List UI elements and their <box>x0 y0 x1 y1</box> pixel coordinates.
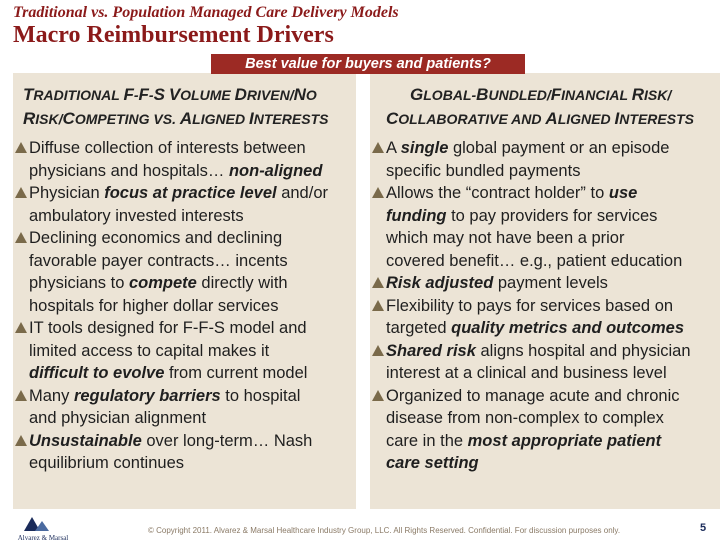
triangle-bullet-icon <box>15 322 27 333</box>
bullet-line <box>29 182 355 205</box>
bullet-line <box>386 160 720 183</box>
bullet-item <box>15 430 355 475</box>
bullet-text: Diffuse collection of interests between <box>29 139 306 157</box>
bullet-line <box>386 407 720 430</box>
triangle-bullet-icon <box>15 435 27 446</box>
bullet-line <box>29 407 355 430</box>
emphasis-text: Risk adjusted <box>386 274 494 292</box>
right-heading-line-1: GLOBAL-BUNDLED/FINANCIAL RISK/ <box>410 85 672 104</box>
bullet-item <box>15 137 355 182</box>
triangle-bullet-icon <box>372 142 384 153</box>
company-logo <box>10 515 76 543</box>
bullet-line <box>386 137 720 160</box>
emphasis-text: Shared risk <box>386 341 476 360</box>
bullet-text: limited access to capital makes it <box>29 341 270 360</box>
emphasis-text: compete <box>128 274 197 292</box>
bullet-text: Allows the “contract holder” to <box>386 184 609 202</box>
bullet-text: care in the <box>386 431 468 450</box>
bullet-text: equilibrium continues <box>29 454 185 472</box>
right-panel <box>370 73 720 509</box>
emphasis-text: difficult to evolve <box>29 364 165 382</box>
bullet-line <box>386 272 720 295</box>
emphasis-text: quality metrics and outcomes <box>451 319 685 337</box>
triangle-bullet-icon <box>15 390 27 401</box>
bullet-line <box>386 340 720 363</box>
bullet-line <box>386 295 720 318</box>
slide-title: Macro Reimbursement Drivers <box>13 22 334 48</box>
bullet-text: IT tools designed for F-F-S model and <box>29 319 307 337</box>
bullet-line <box>29 295 355 318</box>
bullet-line <box>29 160 355 183</box>
bullet-line <box>29 340 355 363</box>
right-heading-line-2: COLLABORATIVE AND ALIGNED INTERESTS <box>386 109 695 128</box>
bullet-line <box>386 205 720 228</box>
bullet-text: over long-term… Nash <box>141 431 313 450</box>
bullet-item <box>15 182 355 227</box>
bullet-text: specific bundled payments <box>386 161 581 180</box>
bullet-text: which may not have been a prior <box>386 229 625 247</box>
triangle-bullet-icon <box>372 345 384 356</box>
triangle-bullet-icon <box>372 277 384 288</box>
bullet-text: interest at a clinical and business level <box>386 364 667 382</box>
bullet-text: to hospital <box>220 386 301 405</box>
emphasis-text: most appropriate patient <box>467 431 662 450</box>
emphasis-text: Unsustainable <box>29 431 142 450</box>
slide-header <box>0 0 728 56</box>
bullet-item <box>372 295 720 340</box>
right-column-heading <box>386 83 716 131</box>
bullet-text: physicians to <box>29 274 129 292</box>
bullet-text: ambulatory invested interests <box>29 206 244 225</box>
bullet-item <box>15 227 355 317</box>
bullet-text: targeted <box>386 319 452 337</box>
bullet-line <box>386 182 720 205</box>
bullet-line <box>386 452 720 475</box>
bullet-text: Declining economics and declining <box>29 229 283 247</box>
bullet-text: hospitals for higher dollar services <box>29 296 279 315</box>
bullet-line <box>386 227 720 250</box>
bullet-line <box>386 317 720 340</box>
bullet-text: global payment or an episode <box>448 139 670 157</box>
bullet-text: Physician <box>29 184 105 202</box>
emphasis-text: use <box>608 184 638 202</box>
bullet-text: aligns hospital and physician <box>475 341 691 360</box>
left-heading-line-1: TRADITIONAL F-F-S VOLUME DRIVEN/NO <box>23 85 317 104</box>
triangle-bullet-icon <box>15 142 27 153</box>
logo-wordmark: Alvarez & Marsal <box>17 534 69 542</box>
bullet-item <box>15 317 355 385</box>
bullet-line <box>29 227 355 250</box>
bullet-item <box>372 272 720 295</box>
left-heading-line-2: RISK/COMPETING VS. ALIGNED INTERESTS <box>23 109 329 128</box>
bullet-line <box>29 272 355 295</box>
emphasis-text: regulatory barriers <box>73 386 221 405</box>
bullet-line <box>29 452 355 475</box>
bullet-text: and physician alignment <box>29 409 207 427</box>
banner-question: Best value for buyers and patients? <box>211 54 525 74</box>
left-bullet-list <box>15 137 355 475</box>
bullet-line <box>386 362 720 385</box>
bullet-text: favorable payer contracts… incents <box>29 251 288 270</box>
bullet-line <box>386 385 720 408</box>
bullet-text: covered benefit… e.g., patient education <box>386 251 683 270</box>
bullet-text: Organized to manage acute and chronic <box>386 386 680 405</box>
bullet-text: physicians and hospitals… <box>29 161 229 180</box>
bullet-item <box>15 385 355 430</box>
slide-footer <box>0 509 728 546</box>
bullet-line <box>29 250 355 273</box>
emphasis-text: single <box>400 139 449 157</box>
bullet-text: disease from non-complex to complex <box>386 409 664 427</box>
right-bullet-list <box>372 137 720 475</box>
bullet-text: and/or <box>276 184 328 202</box>
bullet-text: payment levels <box>493 274 608 292</box>
column-divider <box>356 73 370 509</box>
bullet-text: directly with <box>196 274 288 292</box>
emphasis-text: care setting <box>386 454 479 472</box>
left-column-heading <box>23 83 353 131</box>
bullet-item <box>372 137 720 182</box>
bullet-text: to pay providers for services <box>446 206 658 225</box>
emphasis-text: non-aligned <box>228 161 323 180</box>
emphasis-text: funding <box>386 206 447 225</box>
bullet-line <box>29 317 355 340</box>
bullet-item <box>372 340 720 385</box>
bullet-line <box>386 430 720 453</box>
left-panel <box>13 73 356 509</box>
bullet-item <box>372 182 720 272</box>
triangle-bullet-icon <box>15 187 27 198</box>
bullet-item <box>372 385 720 475</box>
bullet-line <box>386 250 720 273</box>
bullet-text: from current model <box>164 364 308 382</box>
emphasis-text: focus at practice level <box>104 184 277 202</box>
triangle-bullet-icon <box>372 300 384 311</box>
bullet-line <box>29 362 355 385</box>
bullet-line <box>29 137 355 160</box>
triangle-bullet-icon <box>372 390 384 401</box>
triangle-bullet-icon <box>15 232 27 243</box>
bullet-line <box>29 430 355 453</box>
bullet-line <box>29 205 355 228</box>
bullet-line <box>29 385 355 408</box>
bullet-text: A <box>386 139 401 157</box>
triangle-bullet-icon <box>372 187 384 198</box>
copyright-notice: © Copyright 2011. Alvarez & Marsal Healthcare Industry Group, LLC. All Rights Reserved. Confidential. For discussion purposes only. <box>148 526 621 535</box>
bullet-text: Many <box>29 386 74 405</box>
page-number: 5 <box>700 522 707 534</box>
bullet-text: Flexibility to pays for services based on <box>386 296 674 315</box>
slide-subtitle: Traditional vs. Population Managed Care Delivery Models <box>13 4 399 21</box>
